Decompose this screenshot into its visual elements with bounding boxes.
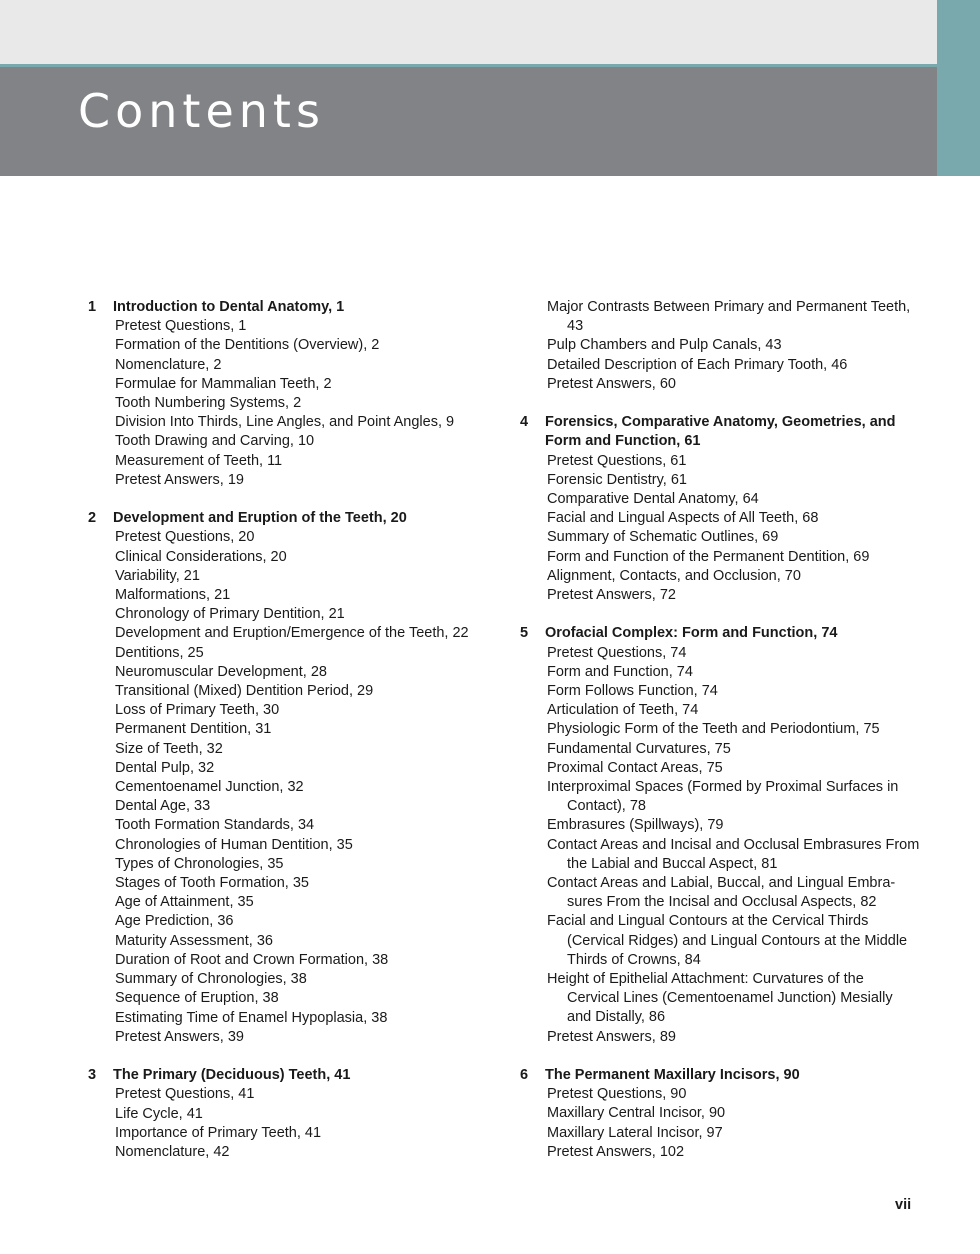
toc-entry[interactable]: Proximal Contact Areas, 75	[547, 759, 723, 776]
toc-entry[interactable]: Sequence of Eruption, 38	[115, 990, 279, 1007]
toc-entry[interactable]: Pretest Answers, 19	[115, 471, 244, 488]
toc-entry[interactable]: Embrasures (Spillways), 79	[547, 817, 724, 834]
toc-entry[interactable]: Formation of the Dentitions (Overview), 2	[115, 337, 380, 354]
toc-entry[interactable]: Form and Function, 74	[547, 663, 693, 680]
toc-entry[interactable]: Chronology of Primary Dentition, 21	[115, 606, 345, 623]
toc-entry[interactable]: Maxillary Central Incisor, 90	[547, 1105, 726, 1122]
toc-entry[interactable]: Dental Pulp, 32	[115, 759, 215, 776]
chapter-heading[interactable]	[520, 624, 920, 643]
chapter-heading[interactable]	[520, 1066, 920, 1085]
toc-entry[interactable]: Height of Epithelial Attachment: Curvatures of the Cervical Lines (Cementoenamel Junction) Mesially and Distally, 86	[547, 971, 893, 1026]
toc-entry[interactable]: Division Into Thirds, Line Angles, and Point Angles, 9	[115, 414, 455, 431]
chapter-number: 1	[88, 299, 97, 315]
chapter-title: The Permanent Maxillary Incisors, 90	[545, 1067, 800, 1084]
chapter-section	[520, 1066, 920, 1162]
toc-entry[interactable]: Tooth Formation Standards, 34	[115, 817, 315, 834]
toc-entry[interactable]: Facial and Lingual Aspects of All Teeth, 68	[547, 510, 819, 527]
chapter-section	[88, 1066, 488, 1162]
toc-entry[interactable]: Loss of Primary Teeth, 30	[115, 702, 280, 719]
chapter-number: 3	[88, 1067, 97, 1084]
toc-entry[interactable]: Fundamental Curvatures, 75	[547, 740, 731, 757]
chapter-number: 2	[88, 510, 97, 527]
page-number: vii	[895, 1197, 912, 1213]
toc-entry[interactable]: Interproximal Spaces (Formed by Proximal Surfaces in Contact), 78	[547, 779, 899, 815]
toc-entry[interactable]: Alignment, Contacts, and Occlusion, 70	[547, 567, 801, 584]
toc-entry[interactable]: Age Prediction, 36	[115, 913, 234, 930]
chapter-heading[interactable]	[88, 509, 488, 528]
toc-entry[interactable]: Neuromuscular Development, 28	[115, 663, 327, 680]
chapter-title: Forensics, Comparative Anatomy, Geometries, and Form and Function, 61	[545, 414, 896, 450]
toc-entry[interactable]: Pretest Answers, 60	[547, 375, 676, 392]
toc-entry[interactable]: Pretest Questions, 1	[115, 318, 247, 335]
toc-entry[interactable]: Age of Attainment, 35	[115, 894, 254, 911]
chapter-section	[520, 624, 920, 1046]
toc-entry[interactable]: Malformations, 21	[115, 587, 231, 604]
toc-entry[interactable]: Pretest Questions, 41	[115, 1086, 255, 1103]
toc-entry[interactable]: Detailed Description of Each Primary Tooth, 46	[547, 356, 848, 373]
toc-entry[interactable]: Dentitions, 25	[115, 644, 204, 661]
toc-entry[interactable]: Clinical Considerations, 20	[115, 548, 287, 565]
toc-entry[interactable]: Size of Teeth, 32	[115, 740, 223, 757]
chapter-title: Development and Eruption of the Teeth, 20	[113, 510, 407, 527]
toc-entry[interactable]: Chronologies of Human Dentition, 35	[115, 836, 353, 853]
toc-entry[interactable]: Form and Function of the Permanent Dentition, 69	[547, 548, 870, 565]
toc-entry[interactable]: Permanent Dentition, 31	[115, 721, 272, 738]
entry-list	[520, 298, 920, 394]
toc-entry[interactable]: Pretest Answers, 39	[115, 1028, 244, 1045]
toc-entry[interactable]: Physiologic Form of the Teeth and Periodontium, 75	[547, 721, 880, 738]
toc-entry[interactable]: Summary of Chronologies, 38	[115, 971, 307, 988]
chapter-section	[88, 509, 488, 1047]
toc-entry[interactable]: Summary of Schematic Outlines, 69	[547, 529, 779, 546]
toc-entry[interactable]: Maxillary Lateral Incisor, 97	[547, 1124, 723, 1141]
chapter-number: 5	[520, 625, 529, 642]
toc-entry[interactable]: Nomenclature, 2	[115, 356, 222, 373]
toc-right-column	[520, 298, 920, 1181]
toc-entry[interactable]: Forensic Dentistry, 61	[547, 471, 687, 488]
entry-list	[520, 1085, 920, 1162]
toc-entry[interactable]: Pretest Answers, 102	[547, 1143, 685, 1160]
toc-entry[interactable]: Dental Age, 33	[115, 798, 211, 815]
chapter-continuation	[520, 298, 920, 394]
toc-entry[interactable]: Contact Areas and Labial, Buccal, and Lingual Embra-sures From the Incisal and Occlusal Aspects, 82	[547, 875, 896, 911]
entry-list	[520, 452, 920, 606]
toc-entry[interactable]: Importance of Primary Teeth, 41	[115, 1124, 322, 1141]
toc-entry[interactable]: Types of Chronologies, 35	[115, 855, 284, 872]
toc-entry[interactable]: Transitional (Mixed) Dentition Period, 29	[115, 683, 374, 700]
toc-entry[interactable]: Tooth Drawing and Carving, 10	[115, 433, 315, 450]
toc-entry[interactable]: Variability, 21	[115, 567, 200, 584]
toc-entry[interactable]: Maturity Assessment, 36	[115, 932, 273, 949]
toc-entry[interactable]: Development and Eruption/Emergence of the Teeth, 22	[115, 625, 469, 642]
toc-entry[interactable]: Facial and Lingual Contours at the Cervical Thirds (Cervical Ridges) and Lingual Contours at the Middle Thirds of Crowns, 84	[547, 913, 908, 968]
toc-entry[interactable]: Pretest Questions, 74	[547, 644, 687, 661]
toc-entry[interactable]: Pretest Questions, 20	[115, 529, 255, 546]
toc-entry[interactable]: Pretest Questions, 61	[547, 452, 687, 469]
toc-entry[interactable]: Pretest Answers, 89	[547, 1028, 676, 1045]
toc-entry[interactable]: Form Follows Function, 74	[547, 683, 718, 700]
toc-entry[interactable]: Pretest Questions, 90	[547, 1086, 687, 1103]
toc-entry[interactable]: Contact Areas and Incisal and Occlusal Embrasures From the Labial and Buccal Aspect, 81	[547, 836, 920, 872]
toc-entry[interactable]: Estimating Time of Enamel Hypoplasia, 38	[115, 1009, 388, 1026]
toc-entry[interactable]: Pretest Answers, 72	[547, 587, 676, 604]
chapter-title: Introduction to Dental Anatomy, 1	[113, 299, 345, 315]
chapter-section	[520, 413, 920, 605]
side-accent-tab	[937, 0, 980, 176]
toc-left-column	[88, 298, 488, 1181]
entry-list	[88, 1085, 488, 1162]
toc-entry[interactable]: Articulation of Teeth, 74	[547, 702, 699, 719]
toc-entry[interactable]: Life Cycle, 41	[115, 1105, 203, 1122]
chapter-heading[interactable]	[520, 413, 920, 451]
chapter-title: Orofacial Complex: Form and Function, 74	[545, 625, 838, 642]
entry-list	[520, 644, 920, 1047]
chapter-number: 4	[520, 414, 529, 431]
toc-entry[interactable]: Tooth Numbering Systems, 2	[115, 395, 302, 412]
chapter-section	[88, 298, 488, 490]
entry-list	[88, 317, 488, 490]
chapter-heading[interactable]	[88, 1066, 488, 1085]
toc-entry[interactable]: Pulp Chambers and Pulp Canals, 43	[547, 337, 782, 354]
page-title: Contents	[78, 84, 325, 138]
toc-entry[interactable]: Nomenclature, 42	[115, 1143, 230, 1160]
toc-entry[interactable]: Cementoenamel Junction, 32	[115, 779, 304, 796]
toc-entry[interactable]: Formulae for Mammalian Teeth, 2	[115, 375, 332, 392]
chapter-title: The Primary (Deciduous) Teeth, 41	[113, 1067, 351, 1084]
toc-entry[interactable]: Measurement of Teeth, 11	[115, 452, 283, 469]
header-top-band	[0, 0, 937, 64]
chapter-number: 6	[520, 1067, 529, 1084]
chapter-heading[interactable]	[88, 298, 488, 317]
toc-entry[interactable]: Stages of Tooth Formation, 35	[115, 875, 309, 892]
toc-entry[interactable]: Duration of Root and Crown Formation, 38	[115, 951, 389, 968]
entry-list	[88, 528, 488, 1046]
toc-entry[interactable]: Major Contrasts Between Primary and Permanent Teeth, 43	[547, 299, 911, 335]
toc-entry[interactable]: Comparative Dental Anatomy, 64	[547, 491, 759, 508]
